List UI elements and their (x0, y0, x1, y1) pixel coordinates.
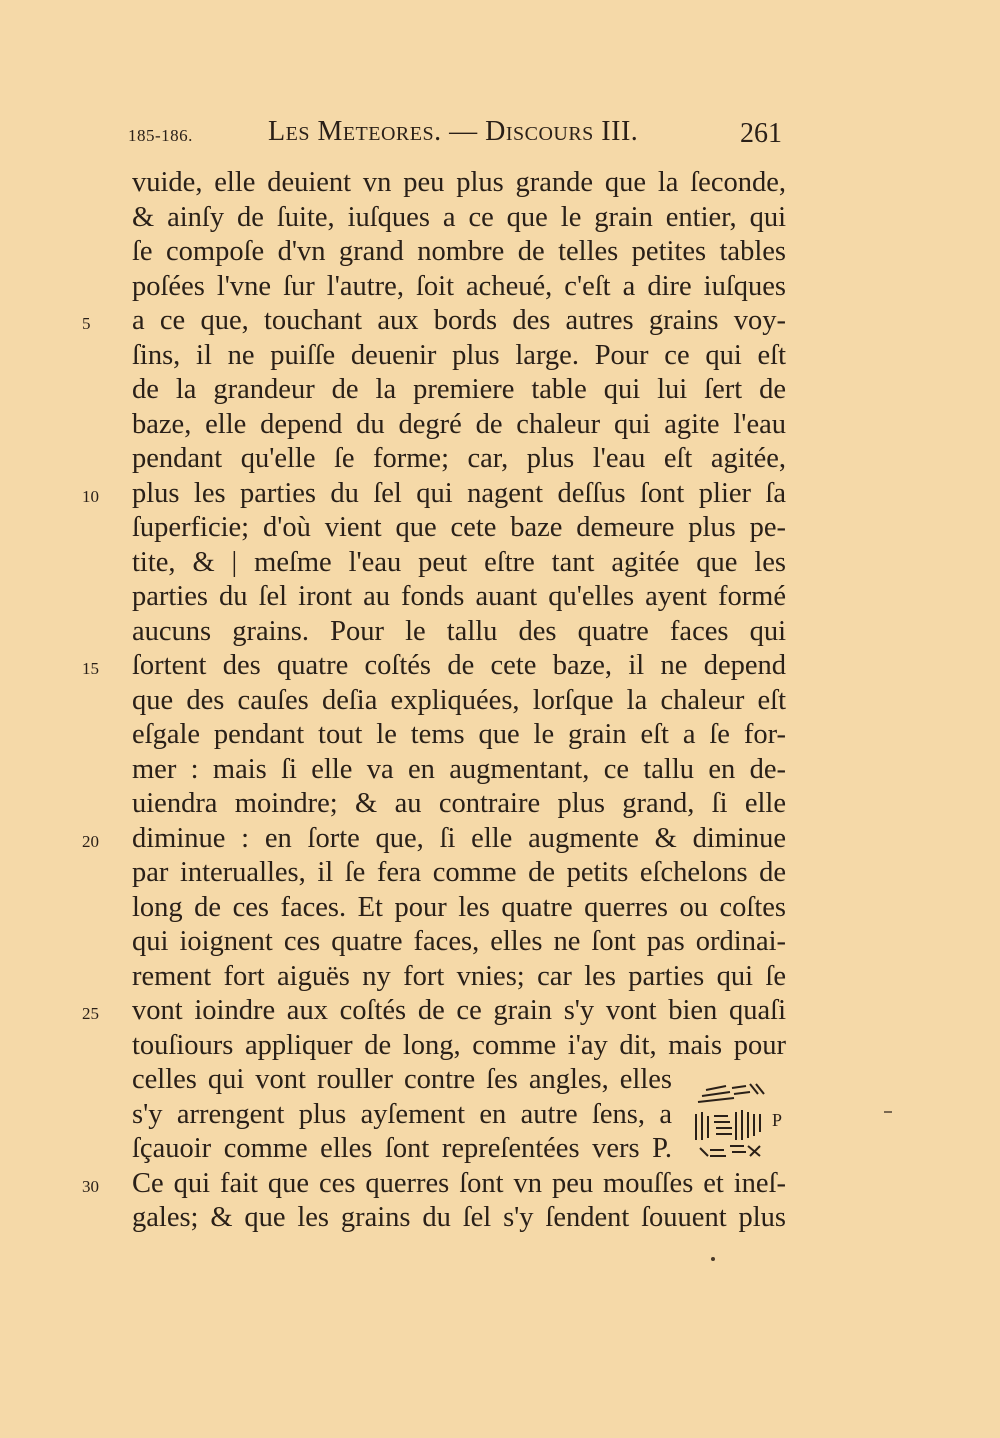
line-number: 15 (82, 659, 99, 678)
text-line: qui ioignent ces quatre faces, elles ne ſont pas ordinai- (132, 926, 786, 957)
text-line: par interualles, il ſe fera comme de petits eſchelons de (132, 857, 786, 888)
text-line: que des cauſes deſia expliquées, lorſque la chaleur eſt (132, 684, 786, 716)
line-number: 5 (82, 314, 91, 333)
text-line: ſe compoſe d'vn grand nombre de telles petites tables (132, 236, 786, 267)
text-line: tite, & | meſme l'eau peut eſtre tant agitée que les (132, 546, 786, 578)
text-line: vuide, elle deuient vn peu plus grande que la ſeconde, (132, 167, 786, 198)
text-line: touſiours appliquer de long, comme i'ay dit, mais pour (132, 1029, 786, 1061)
salt-grain-figure (688, 1080, 788, 1160)
text-line: celles qui vont rouller contre ſes angles, elles (132, 1064, 672, 1095)
text-line: gales; & que les grains du ſel s'y ſendent ſouuent plus (132, 1202, 786, 1233)
text-line: de la grandeur de la premiere table qui lui ſert de (132, 374, 786, 405)
text-line: Ce qui fait que ces querres ſont vn peu mouſſes et ineſ- (132, 1167, 786, 1199)
text-line: aucuns grains. Pour le tallu des quatre faces qui (132, 615, 786, 647)
ink-speck (711, 1257, 715, 1261)
text-line: pendant qu'elle ſe forme; car, plus l'eau eſt agitée, (132, 443, 786, 474)
line-number: 30 (82, 1176, 99, 1196)
line-number: 20 (82, 831, 99, 851)
text-line: rement fort aiguës ny fort vnies; car les parties qui ſe (132, 960, 786, 992)
text-line: diminue : en ſorte que, ſi elle augmente & diminue (132, 822, 786, 854)
text-line: ſuperficie; d'où vient que cete baze demeure plus pe- (132, 512, 786, 543)
text-line: baze, elle depend du degré de chaleur qui agite l'eau (132, 408, 786, 440)
page-number: 261 (740, 118, 782, 149)
text-line: s'y arrengent plus ayſement en autre ſens, a (132, 1098, 672, 1130)
text-line: long de ces faces. Et pour les quatre querres ou coſtes (132, 891, 786, 923)
text-line: parties du ſel iront au fonds auant qu'elles ayent formé (132, 581, 786, 612)
text-line: eſgale pendant tout le tems que le grain eſt a ſe for- (132, 719, 786, 750)
text-line: mer : mais ſi elle va en augmentant, ce tallu en de- (132, 753, 786, 785)
text-line: & ainſy de ſuite, iuſques a ce que le grain entier, qui (132, 201, 786, 233)
margin-mark (884, 1111, 892, 1113)
running-title: Les Meteores. — Discours III. (268, 116, 639, 147)
line-number: 25 (82, 1004, 99, 1023)
text-line: a ce que, touchant aux bords des autres grains voy- (132, 305, 786, 336)
text-line: vont ioindre aux coſtés de ce grain s'y vont bien quaſi (132, 995, 786, 1026)
text-line: ſçauoir comme elles ſont repreſentées vers P. (132, 1133, 672, 1164)
text-line: plus les parties du ſel qui nagent deſſus ſont plier ſa (132, 477, 786, 509)
text-line: uiendra moindre; & au contraire plus grand, ſi elle (132, 788, 786, 819)
text-line: poſées l'vne ſur l'autre, ſoit acheué, c'eſt a dire iuſques (132, 270, 786, 302)
figure-label: P (772, 1110, 783, 1130)
page-range: 185-186. (128, 126, 193, 145)
text-line: ſortent des quatre coſtés de cete baze, il ne depend (132, 650, 786, 681)
text-line: ſins, il ne puiſſe deuenir plus large. Pour ce qui eſt (132, 339, 786, 371)
running-header (0, 116, 1000, 156)
line-number: 10 (82, 486, 99, 506)
